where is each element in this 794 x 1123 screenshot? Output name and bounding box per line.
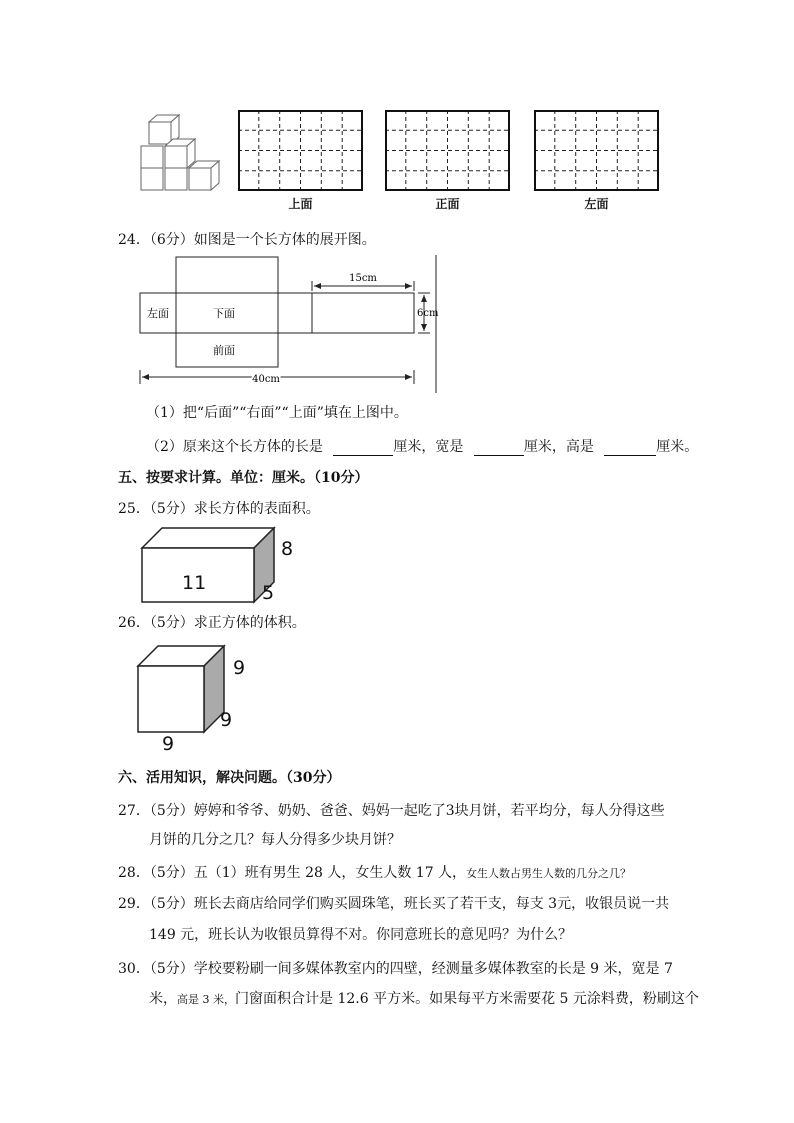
section-5-heading: 五、按要求计算。单位：厘米。（10分） <box>118 470 369 486</box>
net-bottom-face-label: 下面 <box>213 307 235 320</box>
net-front-face-label: 前面 <box>213 344 235 357</box>
q27-line2: 月饼的几分之几？每人分得多少块月饼？ <box>149 832 401 848</box>
left-view-grid <box>534 110 659 191</box>
top-view-grid <box>238 110 363 191</box>
net-height-label: 6cm <box>417 308 439 319</box>
q28-small: 女生人数占男生人数的几分之几？ <box>466 867 632 880</box>
q28-main: 28．（5分）五（1）班有男生 28 人，女生人数 17 人， <box>118 865 467 881</box>
cube-stack-figure <box>135 110 225 195</box>
front-view-grid <box>385 110 510 191</box>
q24-sub2-a: （2）原来这个长方体的长是 <box>146 439 323 455</box>
q24-sub1: （1）把“后面”“右面”“上面”填在上图中。 <box>146 405 408 421</box>
q29-line1: 29．（5分）班长去商店给同学们购买圆珠笔，班长买了若干支，每支 3元，收银员说一共 <box>118 896 670 912</box>
q28-line <box>118 862 631 882</box>
cuboid-figure <box>140 526 280 604</box>
q30-line1: 30．（5分）学校要粉刷一间多媒体教室内的四壁，经测量多媒体教室的长是 9 米，宽是 7 <box>118 961 673 977</box>
q27-line1: 27．（5分）婷婷和爷爷、奶奶、爸爸、妈妈一起吃了3块月饼，若平均分，每人分得这些 <box>118 803 665 819</box>
q24-stem: 24．（6分）如图是一个长方体的展开图。 <box>118 232 376 248</box>
net-total-label: 40cm <box>252 374 280 385</box>
q29-line2: 149 元，班长认为收银员算得不对。你同意班长的意见吗？为什么？ <box>149 927 573 943</box>
q24-sub2 <box>146 436 698 456</box>
q24-sub2-b: 厘米，宽是 <box>393 439 464 455</box>
front-view-label: 正面 <box>435 197 460 211</box>
q30-line2a: 米， <box>149 991 177 1007</box>
cuboid-net-figure <box>138 255 440 395</box>
length-answer-blank[interactable] <box>333 441 393 456</box>
cuboid-width-label: 5 <box>262 582 275 604</box>
q24-sub2-d: 厘米。 <box>656 439 699 455</box>
section-6-heading: 六、活用知识，解决问题。（30分） <box>118 770 341 786</box>
left-view-label: 左面 <box>584 197 609 211</box>
q26-stem: 26．（5分）求正方体的体积。 <box>118 615 306 631</box>
top-view-label: 上面 <box>288 197 313 211</box>
q30-line2b: 门窗面积合计是 12.6 平方米。如果每平方米需要花 5 元涂料费，粉刷这个 <box>235 991 699 1007</box>
cube-edge-side-label: 9 <box>220 709 233 731</box>
net-left-face-label: 左面 <box>147 307 169 320</box>
cuboid-length-label: 11 <box>182 572 207 594</box>
cube-figure <box>136 644 226 734</box>
net-width-label: 15cm <box>349 273 377 284</box>
q24-sub2-c: 厘米，高是 <box>523 439 594 455</box>
height-answer-blank[interactable] <box>604 441 656 456</box>
q30-line2-small: 高是 3 米， <box>177 993 235 1006</box>
width-answer-blank[interactable] <box>474 441 524 456</box>
cuboid-height-label: 8 <box>281 538 294 560</box>
q25-stem: 25．（5分）求长方体的表面积。 <box>118 501 320 517</box>
q30-line2 <box>149 988 699 1008</box>
cube-edge-bottom-label: 9 <box>162 733 175 755</box>
cube-edge-top-label: 9 <box>233 657 246 679</box>
